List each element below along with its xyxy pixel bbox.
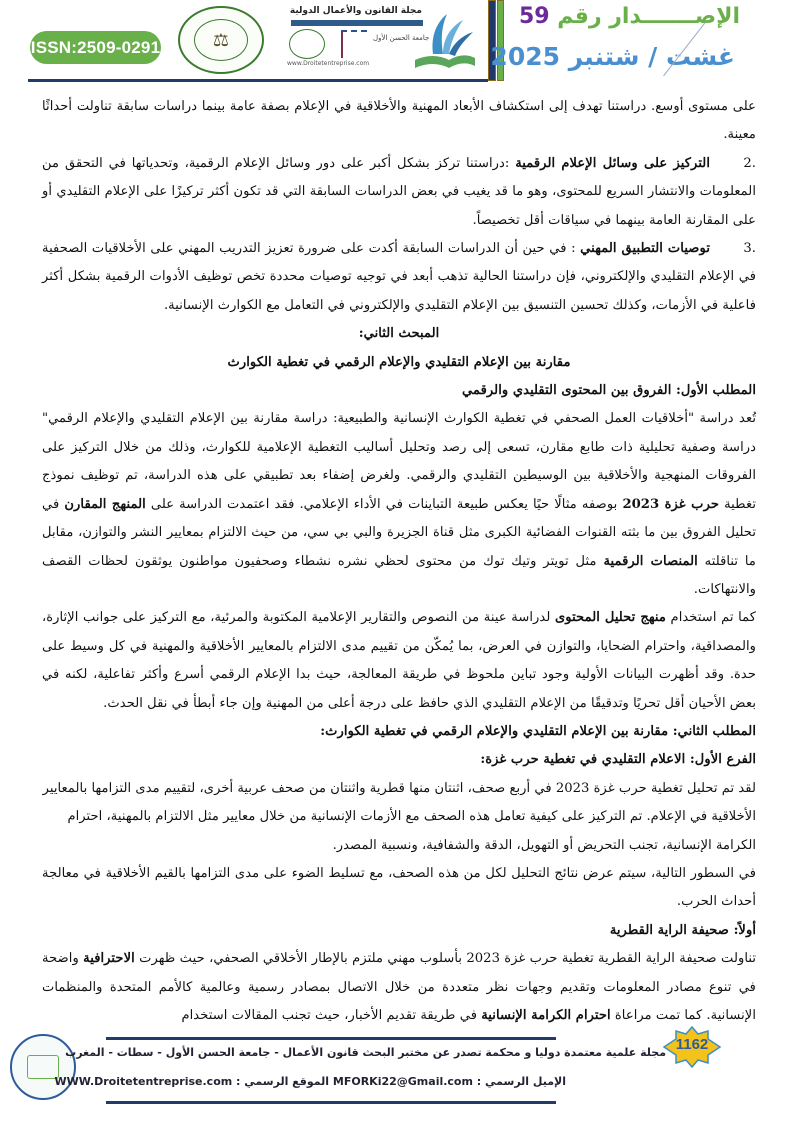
university-name: جامعة الحسن الأول xyxy=(373,34,430,42)
item-number: .3 xyxy=(743,241,756,257)
text-run: كما تم استخدام xyxy=(665,610,757,626)
issue-label: الإصـــــــدار رقم xyxy=(557,4,740,29)
text-run: في تحليل الفروق بين ما بثته القنوات الفضائية الكبرى مثل قناة الجزيرة والبي بي سي، من حيث الالتزام بمعايير النشر والتوازن، مقابل ما تناقلته xyxy=(42,496,756,569)
small-seal-icon xyxy=(289,29,325,59)
text-run: في طريقة تقديم الأخبار، حيث تجنب المقالات استخدام xyxy=(181,1008,482,1023)
header-divider xyxy=(28,79,488,82)
paragraph: على مستوى أوسع. دراستنا تهدف إلى استكشاف الأبعاد المهنية والأخلاقية في الإعلام بصفة عامة بينما دراسات سابقة تناولت أحداثًا معينة. xyxy=(42,99,756,143)
journal-title-bar xyxy=(291,20,423,26)
text-run: تناولت صحيفة الراية القطرية تغطية حرب غزة 2023 بأسلوب مهني ملتزم بالإطار الأخلاقي الصحفي، حيث ظهرت xyxy=(134,951,756,967)
scales-icon: ⚖ xyxy=(194,19,248,61)
text-run: بوصفه مثالًا حيًا يعكس طبيعة التباينات في الأداء الإعلامي. فقد اعتمدت الدراسة على xyxy=(145,496,623,512)
section-title: مقارنة بين الإعلام التقليدي والإعلام الرقمي في تغطية الكوارث xyxy=(227,354,571,370)
text-run: تُعد دراسة "أخلاقيات العمل الصحفي في تغطية الكوارث الإنسانية والطبيعية: دراسة مقارنة بين الإعلام التقليدي والإعلام الرقمي" دراسة وصفية تحليلية ذات طابع مقارن، تسعى إلى رصد وتحليل أساليب التغطية الإعلامية للكوارث، وذلك من خلال التركيز على الفروقات المنهجية والأخلاقية بين الوسيطين التقليدي والرقمي. ولغرض إضفاء بعد تطبيقي على هذه الدراسة، تم توظيف نموذج تغطية xyxy=(42,411,757,512)
item-text: :دراستنا تركز بشكل أكبر على دور وسائل الإعلام الرقمية، وتحدياتها في التحقق من المعلومات والانتشار السريع للمحتوى، وهو ما قد يغيب في بعض الدراسات السابقة التي قد تكون أكثر تركيزًا على الإعلام التقليدي أو على المقارنة العامة بينهما في سياقات أقل تخصيصاً. xyxy=(42,155,756,228)
footer-divider-bottom xyxy=(106,1101,556,1104)
issue-date: غشت / شتنبر 2025 xyxy=(490,42,735,71)
subsection-heading-2: المطلب الثاني: مقارنة بين الإعلام التقليدي والإعلام الرقمي في تغطية الكوارث: xyxy=(320,723,756,739)
text-run: مثل تويتر وتيك توك من محتوى لحظي نشره نشطاء وصحفيون مواطنون يوثقون لحظات القصف والانتهاكات. xyxy=(42,553,756,597)
numbered-item-3 xyxy=(42,235,756,320)
first-newspaper-heading: أولاً: صحيفة الراية القطرية xyxy=(609,922,756,938)
journal-header xyxy=(0,0,794,90)
footer-divider-top xyxy=(106,1037,556,1040)
journal-logo-banner xyxy=(283,4,478,70)
open-book-icon xyxy=(413,10,475,72)
bold-run: الاحترافية xyxy=(83,951,135,967)
bold-run: المنصات الرقمية xyxy=(603,553,698,569)
footer-contact: الإميل الرسمي : MFORKi22@Gmail.com الموقع الرسمي : WWW.Droitetentreprise.com xyxy=(54,1075,566,1088)
footer-journal-description: مجلة علمية معتمدة دوليا و محكمة تصدر عن مختبر البحث قانون الأعمال - جامعة الحسن الأول - سطات - المغرب xyxy=(65,1046,666,1059)
item-text: : في حين أن الدراسات السابقة أكدت على ضرورة تعزيز التدريب المهني على الأخلاقيات الصحفية في الإعلام التقليدي والإلكتروني، فإن دراستنا الحالية تذهب أبعد في توجيه توصيات محددة تخص توظيف الأدوات الرقمية بشكل أكثر فاعلية في الأزمات، وكذلك تحسين التنسيق بين الإعلام التقليدي والإلكتروني في التعامل مع الكوارث الإنسانية. xyxy=(42,241,756,313)
university-mark-icon xyxy=(341,30,367,58)
article-body xyxy=(42,93,756,1030)
issn-badge: ISSN:2509-0291 xyxy=(30,31,161,64)
paragraph: لقد تم تحليل تغطية حرب غزة 2023 في أربع صحف، اثنتان منها قطرية واثنتان من صحف عربية أخرى، لتقييم مدى التزامها بالمعايير الأخلاقية في الإعلام. تم التركيز على كيفية تعامل هذه الصحف مع الأزمات الإنسانية من خلال معايير مثل الالتزام بالمهنية، احترام الكرامة الإنسانية، تجنب التحريض أو التهويل، الدقة والشفافية، ونسبية المصدر. xyxy=(42,780,756,853)
text-run: لدراسة عينة من النصوص والتقارير الإعلامية المكتوبة والمرئية، مع التركيز على جوانب الإثارة، والمصداقية، واحترام الضحايا، والتوازن في العرض، بما يُمكّن من تقييم مدى الالتزام بالمعايير الأخلاقية والمهنية في كل وسيط على حدة. وقد أظهرت البيانات الأولية وجود تباين ملحوظ في طريقة المعالجة، حيث بدا الإعلام الرقمي أسرع وأكثر تفاعلية، لكنه في بعض الأحيان أقل تحريًا وتدقيقًا من الإعلام التقليدي الذي حافظ على درجة أعلى من المهنية وإن جاء أبطأ في نقل الحدث. xyxy=(42,610,756,711)
paragraph: في السطور التالية، سيتم عرض نتائج التحليل لكل من هذه الصحف، مع تسليط الضوء على مدى التزامها بالقيم الأخلاقية في معالجة أحداث الحرب. xyxy=(42,865,756,910)
text-run: واضحة في تنوع مصادر المعلومات وتقديم وجهات نظر متعددة من خلال الاتصال بمصادر رسمية وعالمية كالأمم المتحدة والمنظمات الإنسانية. كما تمت مراعاة xyxy=(42,951,756,1023)
lab-seal-logo xyxy=(178,6,264,74)
item-number: .2 xyxy=(743,155,756,171)
paragraph xyxy=(42,604,756,718)
issue-number: 59 xyxy=(518,4,550,29)
issue-line xyxy=(520,4,740,29)
branch-heading-1: الفرع الأول: الاعلام التقليدي في تغطية حرب غزة: xyxy=(480,752,756,768)
bold-run: منهج تحليل المحتوى xyxy=(554,610,666,626)
paragraph xyxy=(42,405,756,604)
bold-run: المنهج المقارن xyxy=(64,496,146,512)
numbered-item-2 xyxy=(42,150,756,235)
bold-run: حرب غزة 2023 xyxy=(622,496,720,512)
bold-run: احترام الكرامة الإنسانية xyxy=(481,1008,611,1023)
paragraph xyxy=(42,945,756,1030)
item-title: التركيز على وسائل الإعلام الرقمية xyxy=(515,155,710,171)
section-heading: المبحث الثاني: xyxy=(358,326,440,342)
journal-title: مجلة القانون والأعمال الدولية xyxy=(289,6,422,16)
footer-seal-logo xyxy=(10,1034,76,1100)
page-number: 1162 xyxy=(675,1036,709,1053)
item-title: توصيات التطبيق المهني xyxy=(580,241,710,257)
journal-url: www.Droitetentreprise.com xyxy=(287,60,370,67)
subsection-heading-1: المطلب الأول: الفروق بين المحتوى التقليدي والرقمي xyxy=(461,383,756,399)
